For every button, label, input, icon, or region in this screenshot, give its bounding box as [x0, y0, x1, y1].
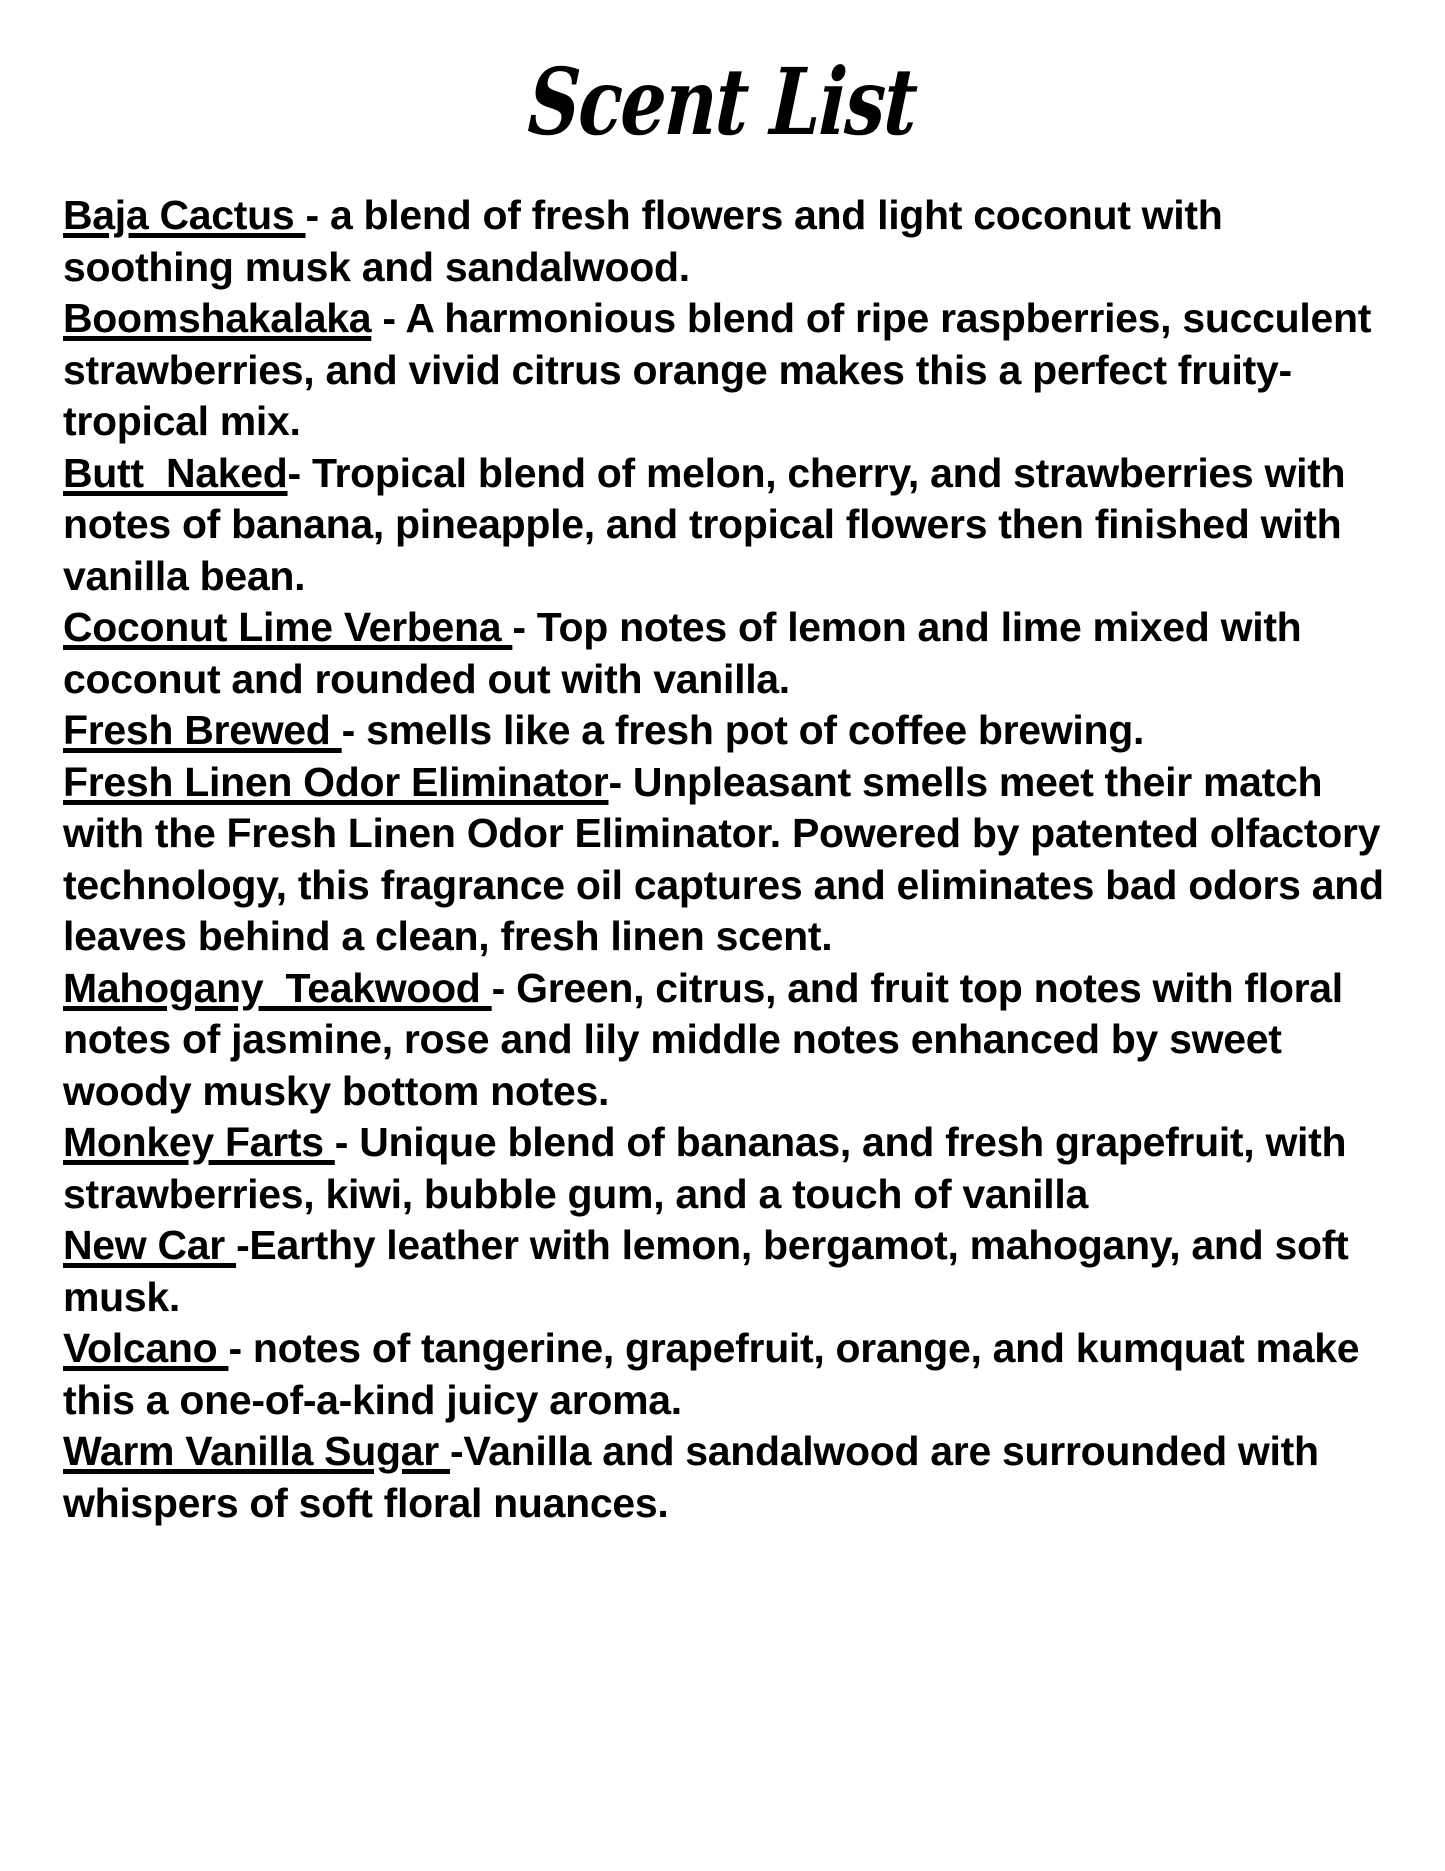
scent-entry — [63, 1323, 1395, 1426]
scent-entry — [63, 602, 1395, 705]
scent-name: New Car — [63, 1222, 237, 1268]
scent-description: - Top notes of lemon and lime mixed with coconut and rounded out with vanilla. — [63, 604, 1313, 702]
scent-description: - a blend of fresh flowers and light coconut with soothing musk and sandalwood. — [63, 192, 1234, 290]
scent-name: Baja Cactus — [63, 192, 306, 238]
page-title-text: Scent List — [526, 48, 920, 156]
scent-name: Monkey Farts — [63, 1119, 335, 1165]
scent-description: -Earthy leather with lemon, bergamot, mahogany, and soft musk. — [63, 1222, 1360, 1320]
page-title — [0, 50, 1445, 156]
scent-description: - notes of tangerine, grapefruit, orange, and kumquat make this a one-of-a-kind juicy aroma. — [63, 1325, 1371, 1423]
scent-entry — [63, 1426, 1395, 1529]
scent-entry — [63, 1117, 1395, 1220]
scent-name: Warm Vanilla Sugar — [63, 1428, 450, 1474]
scent-name: Butt Naked — [63, 449, 288, 496]
scent-name: Fresh Linen Odor Eliminator — [63, 758, 609, 805]
scent-description: - Unique blend of bananas, and fresh grapefruit, with strawberries, kiwi, bubble gum, and a touch of vanilla — [63, 1119, 1358, 1217]
scent-name: Fresh Brewed — [63, 707, 342, 753]
scent-name: Boomshakalaka — [63, 295, 372, 341]
scent-description: - A harmonious blend of ripe raspberries, succulent strawberries, and vivid citrus orange makes this a perfect fruity-tropical mix. — [63, 295, 1383, 444]
scent-name: Mahogany Teakwood — [63, 964, 492, 1011]
scent-description: -Vanilla and sandalwood are surrounded with whispers of soft floral nuances. — [63, 1428, 1330, 1526]
scent-entry — [63, 757, 1395, 963]
scent-entry — [63, 705, 1395, 757]
scent-list — [63, 190, 1395, 1529]
scent-name: Volcano — [63, 1325, 229, 1371]
scent-description: - Green, citrus, and fruit top notes with floral notes of jasmine, rose and lily middle notes enhanced by sweet woody musky bottom notes. — [63, 964, 1354, 1114]
scent-name: Coconut Lime Verbena — [63, 604, 513, 650]
scent-entry — [63, 1220, 1395, 1323]
scent-entry — [63, 448, 1395, 603]
scent-entry — [63, 963, 1395, 1118]
scent-description: - Unpleasant smells meet their match with the Fresh Linen Odor Eliminator. Powered by patented olfactory technology, this fragrance oil captures and eliminates bad odors and leaves behind a clean, fresh linen scent. — [63, 758, 1395, 959]
scent-description: - Tropical blend of melon, cherry, and strawberries with notes of banana, pineapple, and tropical flowers then finished with vanilla bean. — [63, 449, 1357, 599]
scent-entry — [63, 190, 1395, 293]
scent-entry — [63, 293, 1395, 448]
scent-description: - smells like a fresh pot of coffee brewing. — [341, 707, 1145, 753]
